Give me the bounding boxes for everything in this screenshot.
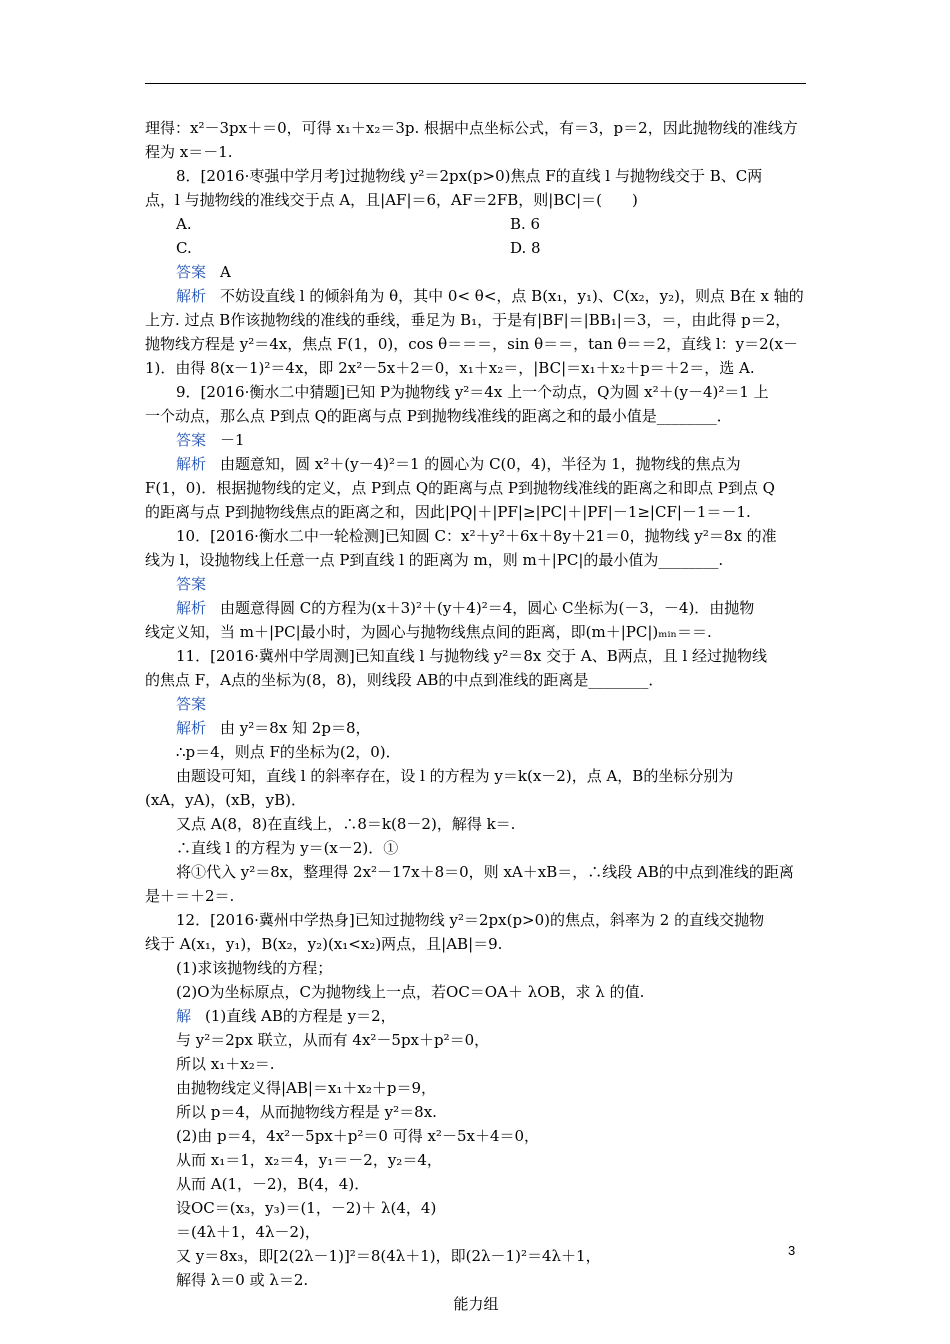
text-line bbox=[145, 1220, 807, 1244]
section-tag: 解析 bbox=[176, 719, 207, 737]
text-line bbox=[145, 308, 807, 332]
line-text: 由题意得圆 C的方程为(x＋3)²＋(y＋4)²＝4，圆心 C坐标为(－3，－4)．由抛物 bbox=[220, 599, 755, 617]
text-line bbox=[145, 500, 807, 524]
text-line bbox=[145, 116, 807, 140]
line-text: 10．[2016·衡水二中一轮检测]已知圆 C：x²＋y²＋6x＋8y＋21＝0，抛物线 y²＝8x 的准 bbox=[176, 527, 777, 545]
text-line bbox=[145, 956, 807, 980]
labeled-line bbox=[145, 260, 807, 284]
line-text: 是＋＝＋2＝. bbox=[145, 887, 235, 905]
line-text: 由抛物线定义得|AB|＝x₁＋x₂＋p＝9， bbox=[176, 1079, 437, 1097]
line-text: (1)求该抛物线的方程； bbox=[176, 959, 333, 977]
line-text: 抛物线方程是 y²＝4x，焦点 F(1，0)，cos θ＝＝＝，sin θ＝＝，tan θ＝＝2，直线 l：y＝2(x－ bbox=[145, 335, 798, 353]
line-text: F(1，0)．根据抛物线的定义，点 P到点 Q的距离与点 P到抛物线准线的距离之和即点 P到点 Q bbox=[145, 479, 775, 497]
line-text: 线为 l，设抛物线上任意一点 P到直线 l 的距离为 m，则 m＋|PC|的最小值为________. bbox=[145, 551, 724, 569]
section-tag: 解析 bbox=[176, 455, 207, 473]
line-text: 的焦点 F，A点的坐标为(8，8)，则线段 AB的中点到准线的距离是________． bbox=[145, 671, 664, 689]
text-line bbox=[145, 164, 807, 188]
text-line bbox=[145, 620, 807, 644]
line-text: 线定义知，当 m＋|PC|最小时，为圆心与抛物线焦点间的距离，即(m＋|PC|)ₘᵢₙ＝＝. bbox=[145, 623, 712, 641]
line-text: (2)O为坐标原点，C为抛物线上一点，若OC＝OA＋ λOB，求 λ 的值. bbox=[176, 983, 645, 1001]
line-text: 一个动点，那么点 P到点 Q的距离与点 P到抛物线准线的距离之和的最小值是________． bbox=[145, 407, 732, 425]
text-line bbox=[145, 140, 807, 164]
line-text: ∴p＝4，则点 F的坐标为(2，0)． bbox=[176, 743, 401, 761]
labeled-line bbox=[145, 284, 807, 308]
labeled-line bbox=[145, 452, 807, 476]
section-tag: 答案 bbox=[176, 263, 207, 281]
labeled-line bbox=[145, 572, 807, 596]
text-line bbox=[145, 668, 807, 692]
labeled-line bbox=[145, 692, 807, 716]
text-line bbox=[145, 980, 807, 1004]
text-line bbox=[145, 404, 807, 428]
line-text: 程为 x＝－1. bbox=[145, 143, 233, 161]
section-tag: 解析 bbox=[176, 287, 207, 305]
line-text: 理得：x²－3px＋＝0，可得 x₁＋x₂＝3p. 根据中点坐标公式，有＝3，p＝2，因此抛物线的准线方 bbox=[145, 119, 798, 137]
text-line bbox=[145, 1172, 807, 1196]
line-text: 的距离与点 P到抛物线焦点的距离之和，因此|PQ|＋|PF|≥|PC|＋|PF|－1≥|CF|－1＝－1. bbox=[145, 503, 751, 521]
labeled-line bbox=[145, 428, 807, 452]
line-text: 12．[2016·冀州中学热身]已知过抛物线 y²＝2px(p>0)的焦点，斜率为 2 的直线交抛物 bbox=[176, 911, 765, 929]
labeled-line bbox=[145, 1004, 807, 1028]
text-line bbox=[145, 524, 807, 548]
text-line bbox=[145, 644, 807, 668]
line-text: 能力组 bbox=[453, 1295, 499, 1313]
line-text: 不妨设直线 l 的倾斜角为 θ，其中 0< θ<，点 B(x₁，y₁)、C(x₂，y₂)，则点 B在 x 轴的 bbox=[220, 287, 804, 305]
option-right: B. 6 bbox=[510, 215, 541, 233]
text-line bbox=[145, 380, 807, 404]
line-text: 由题设可知，直线 l 的斜率存在，设 l 的方程为 y＝k(x－2)，点 A，B的坐标分别为 bbox=[176, 767, 734, 785]
answer-options bbox=[145, 212, 807, 236]
text-line bbox=[145, 188, 807, 212]
text-line bbox=[145, 740, 807, 764]
section-tag: 答案 bbox=[176, 575, 207, 593]
line-text: 点，l 与抛物线的准线交于点 A，且|AF|＝6，AF＝2FB，则|BC|＝( ) bbox=[145, 191, 638, 209]
text-line bbox=[145, 356, 807, 380]
line-text: 由题意知，圆 x²＋(y－4)²＝1 的圆心为 C(0，4)，半径为 1，抛物线的焦点为 bbox=[220, 455, 741, 473]
text-line bbox=[145, 908, 807, 932]
text-line bbox=[145, 836, 807, 860]
line-text: 线于 A(x₁，y₁)，B(x₂，y₂)(x₁<x₂)两点，且|AB|＝9. bbox=[145, 935, 503, 953]
text-line bbox=[145, 1196, 807, 1220]
line-text: ∴直线 l 的方程为 y＝(x－2)．① bbox=[176, 839, 399, 857]
section-heading bbox=[145, 1292, 807, 1316]
option-right: D. 8 bbox=[510, 239, 541, 257]
answer-options bbox=[145, 236, 807, 260]
line-text: 所以 x₁＋x₂＝. bbox=[176, 1055, 275, 1073]
line-text: 又 y＝8x₃，即[2(2λ－1)]²＝8(4λ＋1)，即(2λ－1)²＝4λ＋1， bbox=[176, 1247, 601, 1265]
option-left: A. bbox=[176, 215, 192, 233]
text-line bbox=[145, 1124, 807, 1148]
line-text: 9．[2016·衡水二中猜题]已知 P为抛物线 y²＝4x 上一个动点，Q为圆 x²＋(y－4)²＝1 上 bbox=[176, 383, 769, 401]
text-line bbox=[145, 884, 807, 908]
text-line bbox=[145, 1100, 807, 1124]
page-number: 3 bbox=[788, 1243, 796, 1258]
text-line bbox=[145, 860, 807, 884]
line-text: 将①代入 y²＝8x，整理得 2x²－17x＋8＝0，则 xA＋xB＝，∴线段 AB的中点到准线的距离 bbox=[176, 863, 794, 881]
line-text: 设OC＝(x₃，y₃)＝(1，－2)＋ λ(4，4) bbox=[176, 1199, 437, 1217]
header-rule bbox=[145, 83, 806, 84]
labeled-line bbox=[145, 596, 807, 620]
line-text: A bbox=[220, 263, 231, 281]
text-line bbox=[145, 788, 807, 812]
text-line bbox=[145, 548, 807, 572]
section-tag: 解析 bbox=[176, 599, 207, 617]
labeled-line bbox=[145, 716, 807, 740]
line-text: (xA，yA)，(xB，yB)． bbox=[145, 791, 306, 809]
text-line bbox=[145, 1028, 807, 1052]
text-line bbox=[145, 1076, 807, 1100]
text-line bbox=[145, 332, 807, 356]
line-text: 从而 A(1，－2)，B(4，4)． bbox=[176, 1175, 370, 1193]
section-tag: 解 bbox=[176, 1007, 192, 1025]
line-text: 所以 p＝4，从而抛物线方程是 y²＝8x. bbox=[176, 1103, 437, 1121]
line-text: 又点 A(8，8)在直线上，∴8＝k(8－2)，解得 k＝. bbox=[176, 815, 516, 833]
line-text: (2)由 p＝4，4x²－5px＋p²＝0 可得 x²－5x＋4＝0， bbox=[176, 1127, 540, 1145]
line-text: 11．[2016·冀州中学周测]已知直线 l 与抛物线 y²＝8x 交于 A、B两点，且 l 经过抛物线 bbox=[176, 647, 768, 665]
text-line bbox=[145, 476, 807, 500]
document-body bbox=[145, 116, 807, 1316]
line-text: (1)直线 AB的方程是 y＝2， bbox=[205, 1007, 396, 1025]
section-tag: 答案 bbox=[176, 431, 207, 449]
text-line bbox=[145, 812, 807, 836]
text-line bbox=[145, 1244, 807, 1268]
line-text: 1)．由得 8(x－1)²＝4x，即 2x²－5x＋2＝0，x₁＋x₂＝，|BC|＝x₁＋x₂＋p＝＋2＝，选 A. bbox=[145, 359, 755, 377]
text-line bbox=[145, 1148, 807, 1172]
line-text: 从而 x₁＝1，x₂＝4，y₁＝－2，y₂＝4， bbox=[176, 1151, 442, 1169]
line-text: 与 y²＝2px 联立，从而有 4x²－5px＋p²＝0， bbox=[176, 1031, 490, 1049]
text-line bbox=[145, 1268, 807, 1292]
line-text: －1 bbox=[220, 431, 245, 449]
section-tag: 答案 bbox=[176, 695, 207, 713]
line-text: ＝(4λ＋1，4λ－2)， bbox=[176, 1223, 320, 1241]
line-text: 上方. 过点 B作该抛物线的准线的垂线，垂足为 B₁，于是有|BF|＝|BB₁|＝3，＝，由此得 p＝2， bbox=[145, 311, 791, 329]
text-line bbox=[145, 764, 807, 788]
text-line bbox=[145, 1052, 807, 1076]
option-left: C. bbox=[176, 239, 192, 257]
line-text: 8．[2016·枣强中学月考]过抛物线 y²＝2px(p>0)焦点 F的直线 l 与抛物线交于 B、C两 bbox=[176, 167, 763, 185]
line-text: 解得 λ＝0 或 λ＝2. bbox=[176, 1271, 309, 1289]
line-text: 由 y²＝8x 知 2p＝8， bbox=[220, 719, 371, 737]
text-line bbox=[145, 932, 807, 956]
